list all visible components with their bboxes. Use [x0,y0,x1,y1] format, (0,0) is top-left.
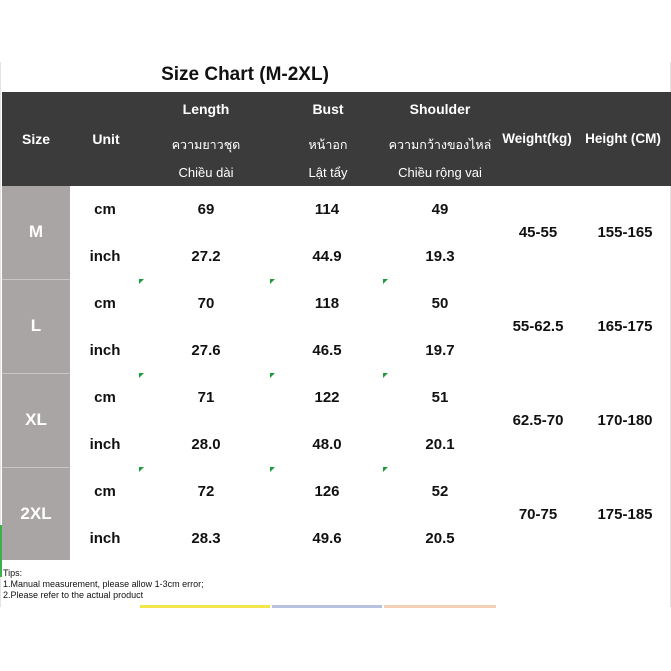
table-header [2,92,671,186]
unit-cell: cm [94,389,116,406]
length-cell: 28.0 [191,436,221,453]
bust-cell: 49.6 [312,530,342,547]
bust-cell: 126 [314,483,340,500]
header-length-th: ความยาวชุด [171,138,241,152]
bust-cell: 46.5 [312,342,342,359]
shoulder-cell: 19.3 [425,248,455,265]
header-length-vi: Chiều dài [178,165,234,180]
comment-marker [383,467,388,472]
header-unit: Unit [92,131,120,147]
length-cell: 71 [197,389,215,406]
accent-bar-yellow [140,605,270,608]
header-weight: Weight(kg) [502,131,572,146]
comment-marker [139,467,144,472]
size-label-l: L [30,316,42,335]
comment-marker [270,467,275,472]
size-column [2,186,70,560]
comment-marker [383,373,388,378]
size-label-xl: XL [25,410,47,429]
header-bust-th: หน้าอก [308,138,348,152]
weight-cell: 55-62.5 [512,318,564,335]
shoulder-cell: 20.5 [425,530,455,547]
unit-cell: cm [94,483,116,500]
row-divider [2,467,70,468]
unit-cell: inch [89,342,121,359]
shoulder-cell: 49 [431,201,449,218]
row-divider [2,373,70,374]
length-cell: 69 [197,201,215,218]
comment-marker [139,373,144,378]
length-cell: 27.2 [191,248,221,265]
length-cell: 70 [197,295,215,312]
unit-cell: cm [94,201,116,218]
shoulder-cell: 19.7 [425,342,455,359]
height-cell: 165-175 [597,318,653,335]
size-label-m: M [28,222,44,241]
weight-cell: 45-55 [518,224,558,241]
bust-cell: 118 [314,295,340,312]
selection-edge [0,525,2,577]
length-cell: 72 [197,483,215,500]
length-cell: 27.6 [191,342,221,359]
comment-marker [270,279,275,284]
size-chart-sheet [0,62,671,607]
unit-cell: cm [94,295,116,312]
shoulder-cell: 52 [431,483,449,500]
weight-cell: 70-75 [518,506,558,523]
comment-marker [270,373,275,378]
unit-cell: inch [89,530,121,547]
header-shoulder-th: ความกว้างของไหล่ [388,138,492,152]
row-divider [2,279,70,280]
shoulder-cell: 50 [431,295,449,312]
height-cell: 155-165 [597,224,653,241]
header-bust: Bust [312,101,344,117]
header-size: Size [21,131,50,147]
comment-marker [139,279,144,284]
header-shoulder-vi: Chiều rộng vai [398,165,482,180]
shoulder-cell: 51 [431,389,449,406]
header-length: Length [182,101,230,117]
tips-line-2: 2.Please refer to the actual product [3,590,144,600]
bust-cell: 114 [314,201,340,218]
weight-cell: 62.5-70 [512,412,564,429]
bust-cell: 48.0 [312,436,342,453]
bust-cell: 44.9 [312,248,342,265]
header-bust-vi: Lật tẩy [308,165,348,180]
height-cell: 175-185 [597,506,653,523]
accent-bar-blue [272,605,382,608]
tips-heading: Tips: [3,568,23,578]
size-label-2xl: 2XL [20,504,52,523]
tips-note [3,568,204,601]
bust-cell: 122 [314,389,340,406]
header-shoulder: Shoulder [409,101,471,117]
unit-cell: inch [89,436,121,453]
chart-title: Size Chart (M-2XL) [161,64,329,85]
tips-line-1: 1.Manual measurement, please allow 1-3cm error; [3,579,204,589]
unit-cell: inch [89,248,121,265]
height-cell: 170-180 [597,412,653,429]
length-cell: 28.3 [191,530,221,547]
accent-bar-peach [384,605,496,608]
comment-marker [383,279,388,284]
shoulder-cell: 20.1 [425,436,455,453]
header-height: Height (CM) [585,131,661,146]
